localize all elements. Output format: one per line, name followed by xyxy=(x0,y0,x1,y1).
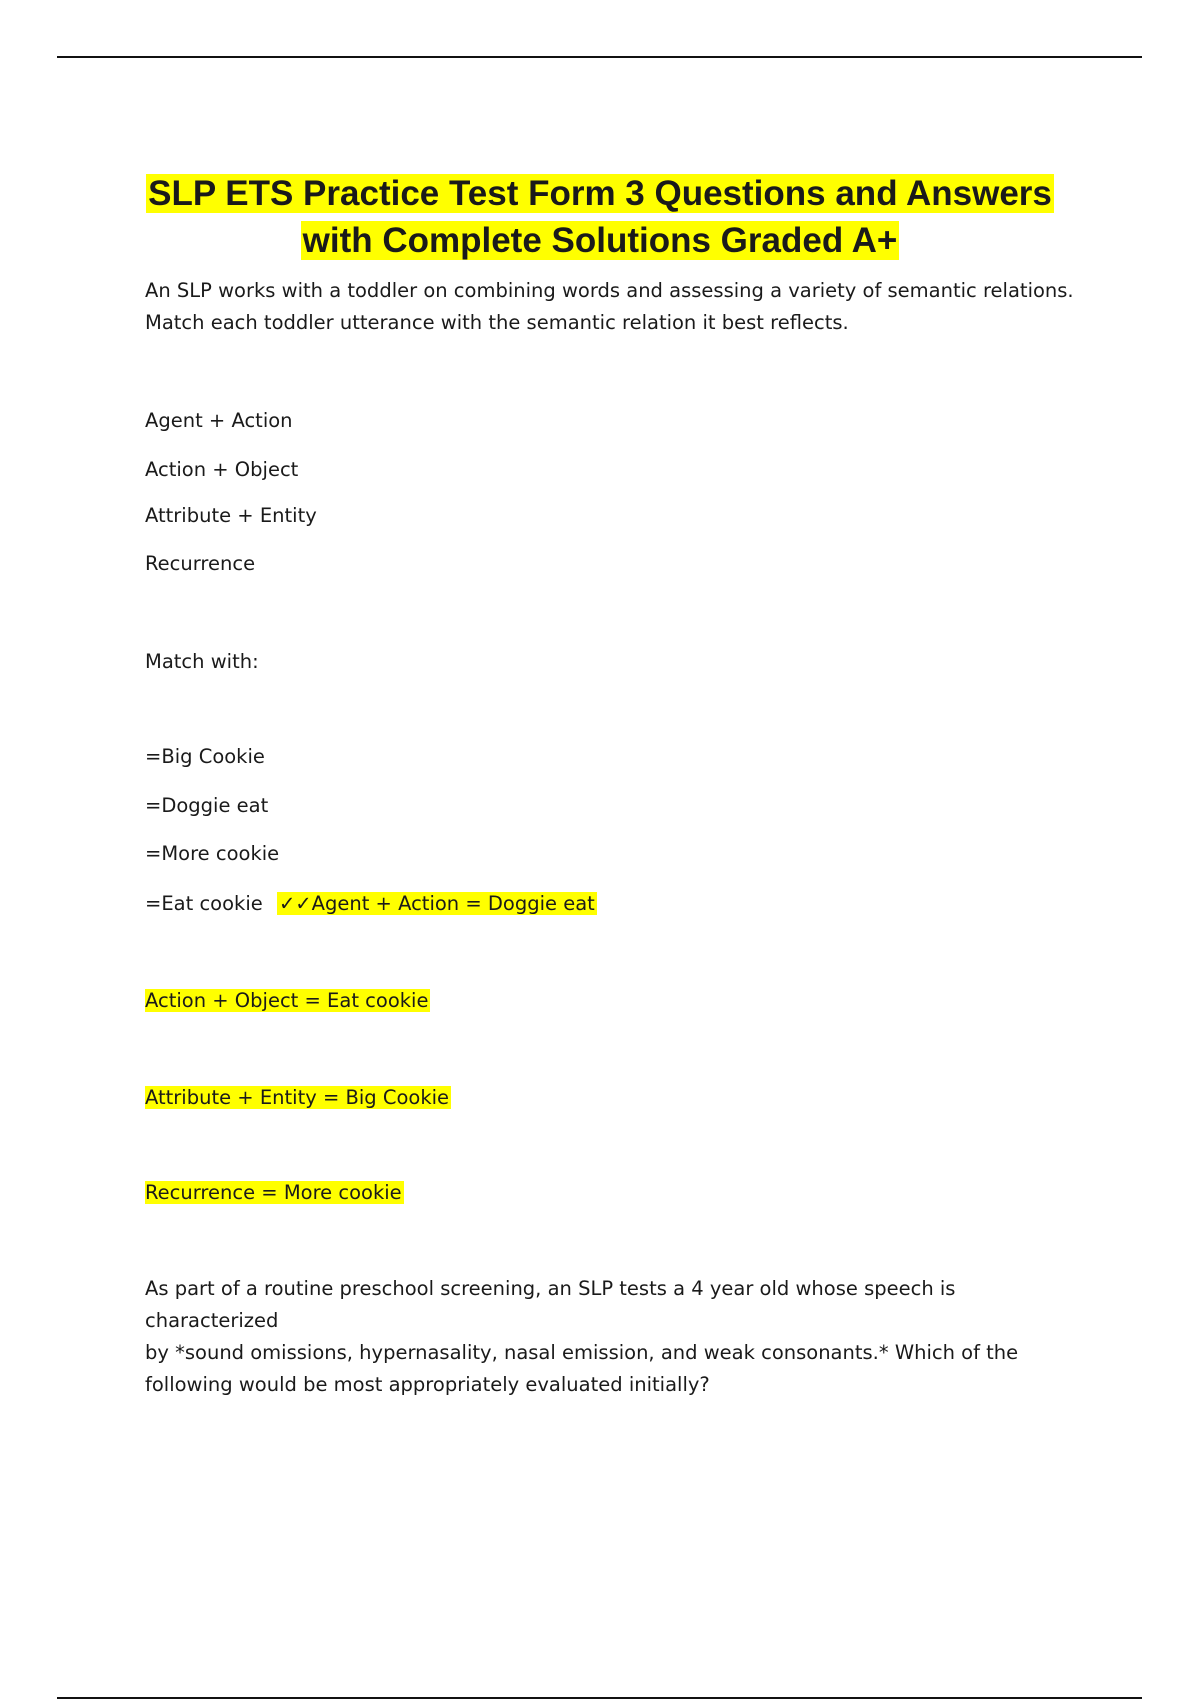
option-doggie-eat: =Doggie eat xyxy=(145,794,269,817)
title-line-1: SLP ETS Practice Test Form 3 Questions and Answers xyxy=(148,174,1052,213)
answer-attribute-entity-row xyxy=(145,1082,451,1114)
question-2-prompt xyxy=(145,1273,1085,1401)
question-2-prompt-line-3: following would be most appropriately evaluated initially? xyxy=(145,1373,710,1396)
term-agent-action: Agent + Action xyxy=(145,409,293,432)
term-attribute-entity: Attribute + Entity xyxy=(145,504,317,527)
footer-rule xyxy=(57,1697,1142,1699)
term-action-object: Action + Object xyxy=(145,458,299,481)
option-big-cookie: =Big Cookie xyxy=(145,745,265,768)
term-recurrence: Recurrence xyxy=(145,552,256,575)
header-rule xyxy=(57,56,1142,58)
answer-action-object-row xyxy=(145,985,430,1017)
answer-action-object: Action + Object = Eat cookie xyxy=(145,989,429,1012)
answer-attribute-entity: Attribute + Entity = Big Cookie xyxy=(145,1086,450,1109)
title-line-2: with Complete Solutions Graded A+ xyxy=(302,221,898,260)
match-with-label: Match with: xyxy=(145,650,259,673)
answer-recurrence: Recurrence = More cookie xyxy=(145,1181,402,1204)
option-eat-cookie: =Eat cookie xyxy=(145,892,263,915)
question-1-prompt xyxy=(145,275,1085,339)
option-eat-cookie-row xyxy=(145,888,597,920)
answer-recurrence-row xyxy=(145,1177,404,1209)
option-more-cookie: =More cookie xyxy=(145,842,280,865)
answer-agent-action: ✓✓Agent + Action = Doggie eat xyxy=(278,892,595,915)
question-1-prompt-line-1: An SLP works with a toddler on combining words and assessing a variety of semantic relations. xyxy=(145,279,1074,302)
question-2-prompt-line-2: by *sound omissions, hypernasality, nasal emission, and weak consonants.* Which of the xyxy=(145,1341,1019,1364)
question-1-prompt-line-2: Match each toddler utterance with the semantic relation it best reflects. xyxy=(145,311,849,334)
document-title xyxy=(100,170,1100,264)
question-2-prompt-line-1: As part of a routine preschool screening, an SLP tests a 4 year old whose speech is characterized xyxy=(145,1277,956,1332)
